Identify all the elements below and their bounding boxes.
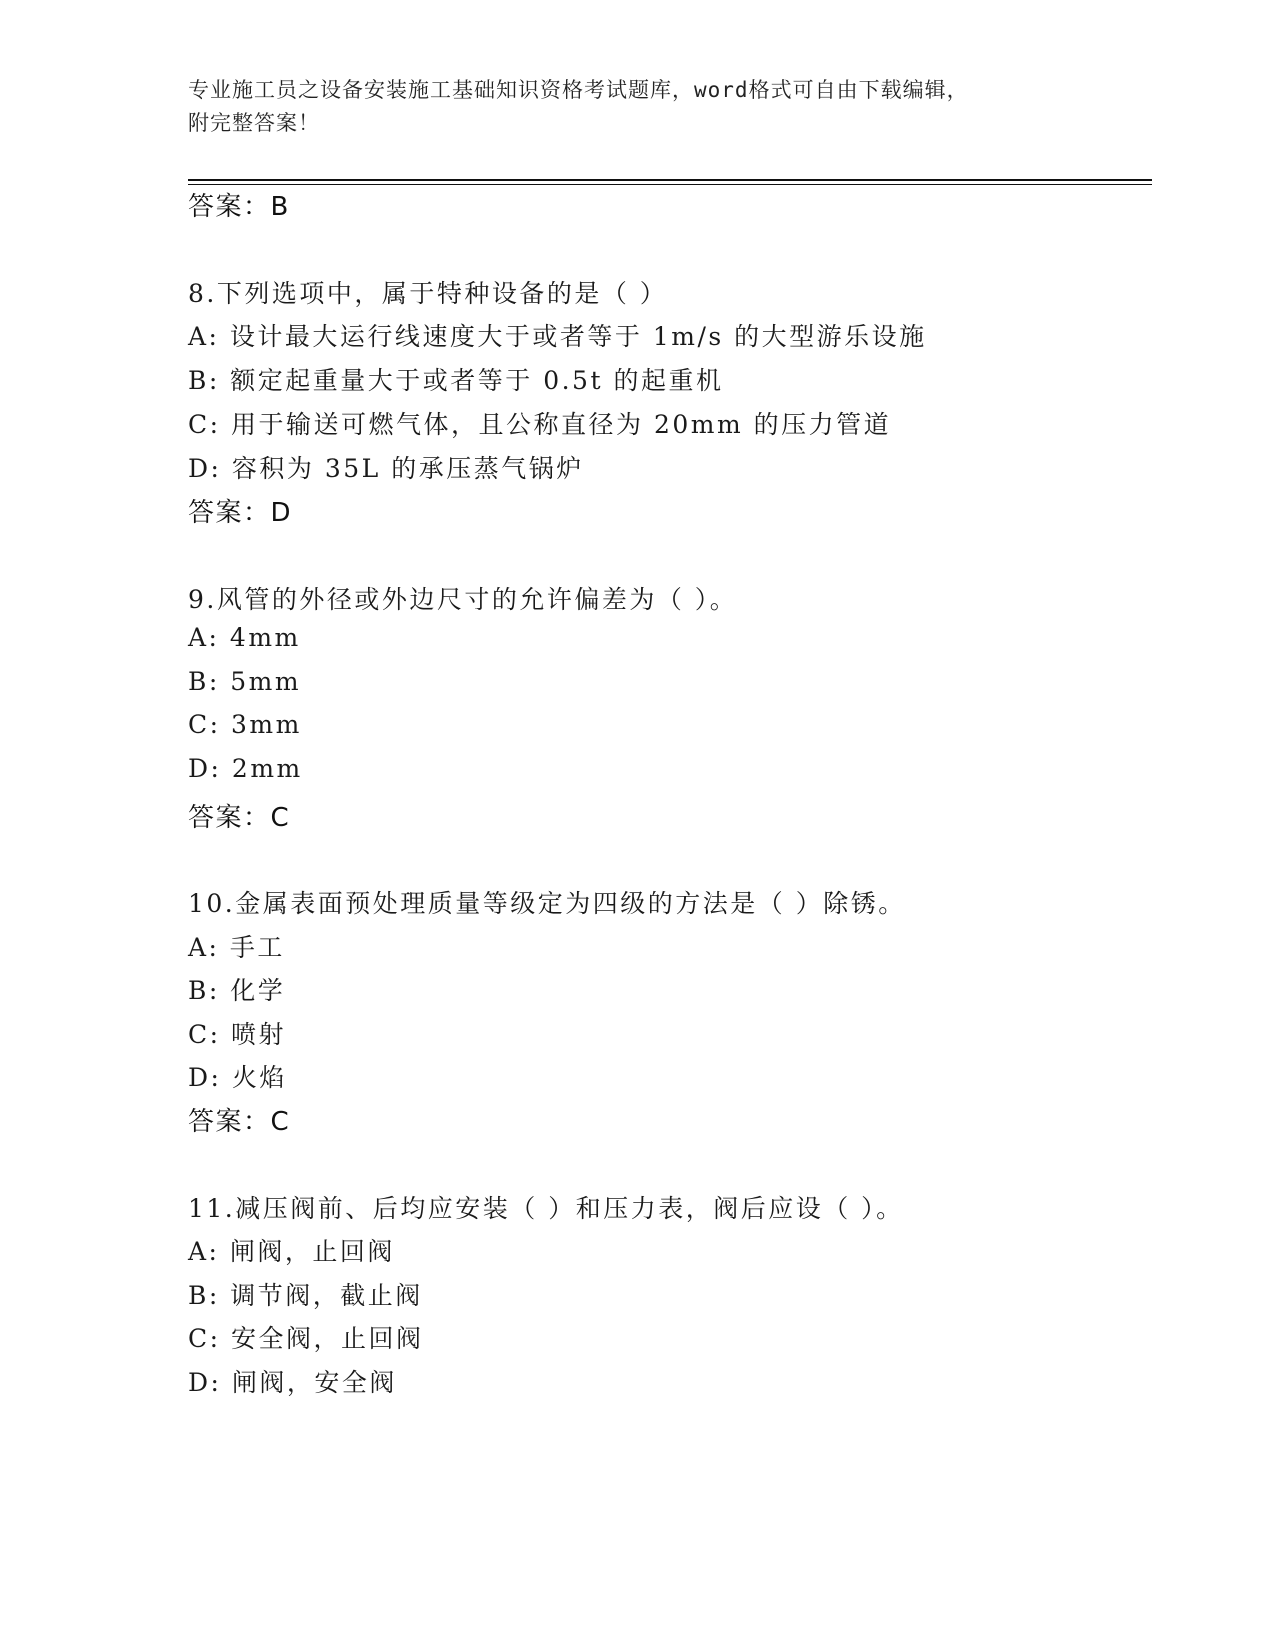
document-header [188, 74, 1068, 140]
header-divider-thin [188, 184, 1152, 185]
question-11-stem: 11.减压阀前、后均应安装（ ）和压力表，阀后应设（ ）。 [188, 1194, 904, 1223]
question-9-option-a: A: 4mm [188, 623, 301, 652]
question-11-option-d: D: 闸阀，安全阀 [188, 1368, 397, 1397]
question-8-option-b: B: 额定起重量大于或者等于 0.5t 的起重机 [188, 366, 724, 395]
question-9-option-d: D: 2mm [188, 754, 303, 783]
question-11-option-c: C: 安全阀，止回阀 [188, 1324, 424, 1353]
question-10-option-c: C: 喷射 [188, 1020, 286, 1049]
question-10-stem: 10.金属表面预处理质量等级定为四级的方法是（ ）除锈。 [188, 889, 906, 918]
question-9-stem: 9.风管的外径或外边尺寸的允许偏差为（ ）。 [188, 585, 738, 614]
question-8-answer: 答案：D [188, 498, 293, 528]
question-10-option-b: B: 化学 [188, 976, 286, 1005]
question-11-option-b: B: 调节阀，截止阀 [188, 1281, 423, 1310]
question-9-answer: 答案：C [188, 803, 291, 833]
question-10-answer: 答案：C [188, 1107, 291, 1137]
question-8-stem: 8.下列选项中，属于特种设备的是（ ） [188, 279, 668, 308]
question-8-option-d: D: 容积为 35L 的承压蒸气锅炉 [188, 454, 584, 483]
question-8-option-c: C: 用于输送可燃气体，且公称直径为 20mm 的压力管道 [188, 410, 892, 439]
question-9-option-b: B: 5mm [188, 667, 302, 696]
question-9-option-c: C: 3mm [188, 710, 302, 739]
header-line-2: 附完整答案！ [188, 111, 320, 135]
header-line-1: 专业施工员之设备安装施工基础知识资格考试题库，word格式可自由下载编辑， [188, 78, 969, 102]
question-10-option-d: D: 火焰 [188, 1063, 287, 1092]
question-11-option-a: A: 闸阀，止回阀 [188, 1237, 395, 1266]
header-divider-thick [188, 179, 1152, 181]
question-8-option-a: A: 设计最大运行线速度大于或者等于 1m/s 的大型游乐设施 [188, 322, 927, 351]
previous-answer: 答案：B [188, 192, 290, 222]
question-10-option-a: A: 手工 [188, 933, 285, 962]
